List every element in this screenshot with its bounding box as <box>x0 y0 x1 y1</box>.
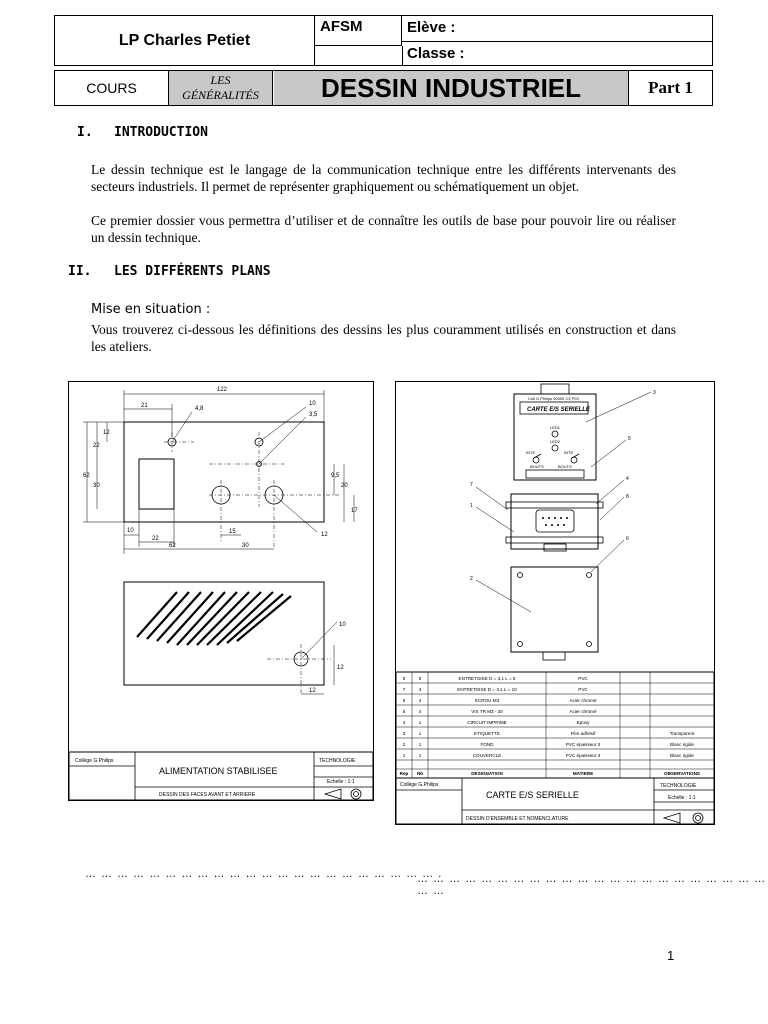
nomenclature-cell-matiere: PVC épaisseur 3 <box>565 742 601 747</box>
dim-10: 10 <box>309 401 316 407</box>
nomenclature-cell-rep: 4 <box>402 720 406 725</box>
nomenclature-cell-matiere: PVC <box>578 676 588 681</box>
callout-3: 3 <box>653 390 656 396</box>
nomenclature-cell-matiere: Epoxy <box>576 720 590 725</box>
dim-62-bottom: 62 <box>169 543 176 549</box>
intro-paragraph-1: Le dessin technique est le langage de la communication technique entre les différents intervenants des secteurs industriels. Il permet de représenter graphiquement ou schématiquement un objet. <box>91 162 676 194</box>
header-table-top <box>54 15 713 66</box>
nomenclature-cell-rep: 7 <box>402 687 406 692</box>
callout-4: 4 <box>626 476 629 482</box>
dim-12-rear-horiz: 12 <box>309 688 316 694</box>
inte-1-label: INTE <box>526 450 536 455</box>
cartouche-left-school: Collège G.Philips <box>75 758 114 764</box>
document-type: COURS <box>55 71 169 105</box>
cartouche-right-school: Collège G.Philips <box>400 782 439 788</box>
dim-22-bottom: 22 <box>152 536 159 542</box>
nomenclature-cell-nb: 4 <box>418 687 422 692</box>
callout-5: 5 <box>628 436 631 442</box>
callout-7: 7 <box>470 482 473 488</box>
answer-line-right[interactable]: … … … … … … … … … … … … … … … … … … … … … … … … <box>417 873 767 897</box>
nomenclature-cell-designation: ENTRETOISE D = 3,1 L = 10 <box>457 687 517 692</box>
dim-21: 21 <box>141 403 148 409</box>
inte-2-label: INTE <box>564 450 574 455</box>
chapter-name-line1: LES <box>210 73 231 87</box>
cartouche-right-title: CARTE E/S SERIELLE <box>486 790 579 800</box>
answer-line-left[interactable]: … … … … … … … … … … … … … … … … … … … … … … . <box>85 868 443 880</box>
dim-20: 20 <box>341 483 348 489</box>
callout-8: 8 <box>626 494 629 500</box>
nomenclature-cell-nb: 1 <box>418 720 422 725</box>
bouts-1-label: BOUTS <box>530 464 544 469</box>
dim-30-vert: 30 <box>93 483 100 489</box>
cartouche-left-scale: Echelle : 1:1 <box>327 779 355 785</box>
plans-paragraph: Vous trouverez ci-dessous les définitions des dessins les plus couramment utilisés en construction et dans les ateliers. <box>91 322 676 354</box>
nomenclature-cell-rep: 5 <box>402 709 406 714</box>
dim-9-5: 9,5 <box>331 473 340 479</box>
nomenclature-cell-matiere: Acier chromé <box>569 709 597 714</box>
nomenclature-cell-matiere: Acier chromé <box>569 698 597 703</box>
assembly-drawing-serial-card <box>396 382 714 824</box>
callout-6: 6 <box>626 536 629 542</box>
page-number: 1 <box>667 948 675 963</box>
dim-12-hole: 12 <box>321 532 328 538</box>
chapter-name-line2: GÉNÉRALITÉS <box>182 88 259 102</box>
nomenclature-header-designation: DESIGNATION <box>471 771 503 776</box>
cartouche-left-subject: TECHNOLOGIE <box>319 758 356 764</box>
nomenclature-cell-nb: 1 <box>418 742 422 747</box>
drawing-carte-es-serielle <box>395 381 715 825</box>
dim-122: 122 <box>217 387 228 393</box>
document-title: DESSIN INDUSTRIEL <box>274 71 629 105</box>
nomenclature-cell-rep: 2 <box>402 742 406 747</box>
dim-12-top: 12 <box>103 430 110 436</box>
header-divider <box>402 41 712 42</box>
dim-15: 15 <box>229 529 236 535</box>
nomenclature-cell-designation: ETIQUETTE <box>474 731 500 736</box>
dim-3-5: 3,5 <box>309 412 318 418</box>
nomenclature-cell-rep: 1 <box>402 753 406 758</box>
nomenclature-cell-nb: 1 <box>418 731 422 736</box>
led-2-label: LED2 <box>550 439 561 444</box>
dim-30-bottom: 30 <box>242 543 249 549</box>
cartouche-left-title: ALIMENTATION STABILISEE <box>159 766 278 776</box>
nomenclature-cell-obs: Blanc rigide <box>669 742 695 747</box>
student-name-label: Elève : <box>407 19 456 36</box>
nomenclature-cell-designation: CIRCUIT IMPRIME <box>467 720 507 725</box>
header-table-bottom <box>54 70 713 106</box>
chapter-name <box>169 71 273 105</box>
callout-2: 2 <box>470 576 473 582</box>
dim-10-rear: 10 <box>339 622 346 628</box>
dim-4-8: 4,8 <box>195 406 204 412</box>
drawing-faces-avant-arriere <box>68 381 374 801</box>
section-code-blank-cell <box>314 46 403 65</box>
dim-10-bottom: 10 <box>127 528 134 534</box>
dim-17: 17 <box>351 508 358 514</box>
nomenclature-cell-rep: 6 <box>402 698 406 703</box>
cartouche-right-subject: TECHNOLOGIE <box>660 783 697 789</box>
intro-paragraph-2: Ce premier dossier vous permettra d’utiliser et de connaître les outils de base pour pouvoir lire ou réaliser un dessin technique. <box>91 213 676 245</box>
nomenclature-cell-obs: Transparent <box>669 731 695 736</box>
class-label: Classe : <box>407 45 465 62</box>
cartouche-right-scale: Echelle : 1:1 <box>668 795 696 801</box>
section-2-number: II. <box>68 264 92 279</box>
nomenclature-header-rep: Rep <box>399 771 409 776</box>
section-2-title: LES DIFFÉRENTS PLANS <box>114 264 271 279</box>
nomenclature-cell-designation: COUVERCLE <box>472 753 502 758</box>
nomenclature-cell-designation: FOND <box>480 742 494 747</box>
nomenclature-header-nb: Nb <box>416 771 424 776</box>
technical-drawing-front-back <box>69 382 373 800</box>
section-1-title: INTRODUCTION <box>114 125 208 140</box>
nomenclature-cell-matiere: PVC épaisseur 3 <box>565 753 601 758</box>
section-1-number: I. <box>77 125 93 140</box>
nomenclature-cell-nb: 4 <box>418 709 422 714</box>
led-1-label: LED1 <box>550 425 561 430</box>
nomenclature-table <box>400 676 700 776</box>
nomenclature-cell-rep: 8 <box>402 676 406 681</box>
nomenclature-cell-nb: 8 <box>418 676 422 681</box>
school-name: LP Charles Petiet <box>55 16 315 65</box>
nomenclature-cell-matiere: PVC <box>578 687 588 692</box>
dim-22: 22 <box>93 443 100 449</box>
nomenclature-cell-designation: VIS TR M3 - 30 <box>471 709 503 714</box>
nomenclature-header-matiere: MATIERE <box>572 771 594 776</box>
nomenclature-cell-matiere: Film adhésif <box>570 731 596 736</box>
callout-1: 1 <box>470 503 473 509</box>
section-2-subtitle: Mise en situation : <box>91 302 211 317</box>
nomenclature-cell-rep: 3 <box>402 731 406 736</box>
nomenclature-cell-nb: 4 <box>418 698 422 703</box>
nomenclature-cell-nb: 1 <box>418 753 422 758</box>
nomenclature-cell-designation: ECROU M3 <box>474 698 500 703</box>
bouts-2-label: BOUTS <box>558 464 572 469</box>
nomenclature-header-obs: OBSERVATIONS <box>664 771 700 776</box>
section-code: AFSM <box>314 16 402 46</box>
dim-62-vert: 62 <box>83 473 90 479</box>
panel-label: CARTE E/S SERIELLE <box>527 407 590 413</box>
dim-12-rear-vert: 12 <box>337 665 344 671</box>
nomenclature-cell-obs: Blanc rigide <box>669 753 695 758</box>
panel-top-text: Coll G.Philips 00000 C3 P03 <box>528 396 579 401</box>
nomenclature-cell-designation: ENTRETOISE D = 3,1 L = 5 <box>458 676 516 681</box>
cartouche-left-subtitle: DESSIN DES FACES AVANT ET ARRIERE <box>159 792 256 798</box>
part-number: Part 1 <box>648 78 693 97</box>
cartouche-right-subtitle: DESSIN D'ENSEMBLE ET NOMENCLATURE <box>466 816 569 822</box>
